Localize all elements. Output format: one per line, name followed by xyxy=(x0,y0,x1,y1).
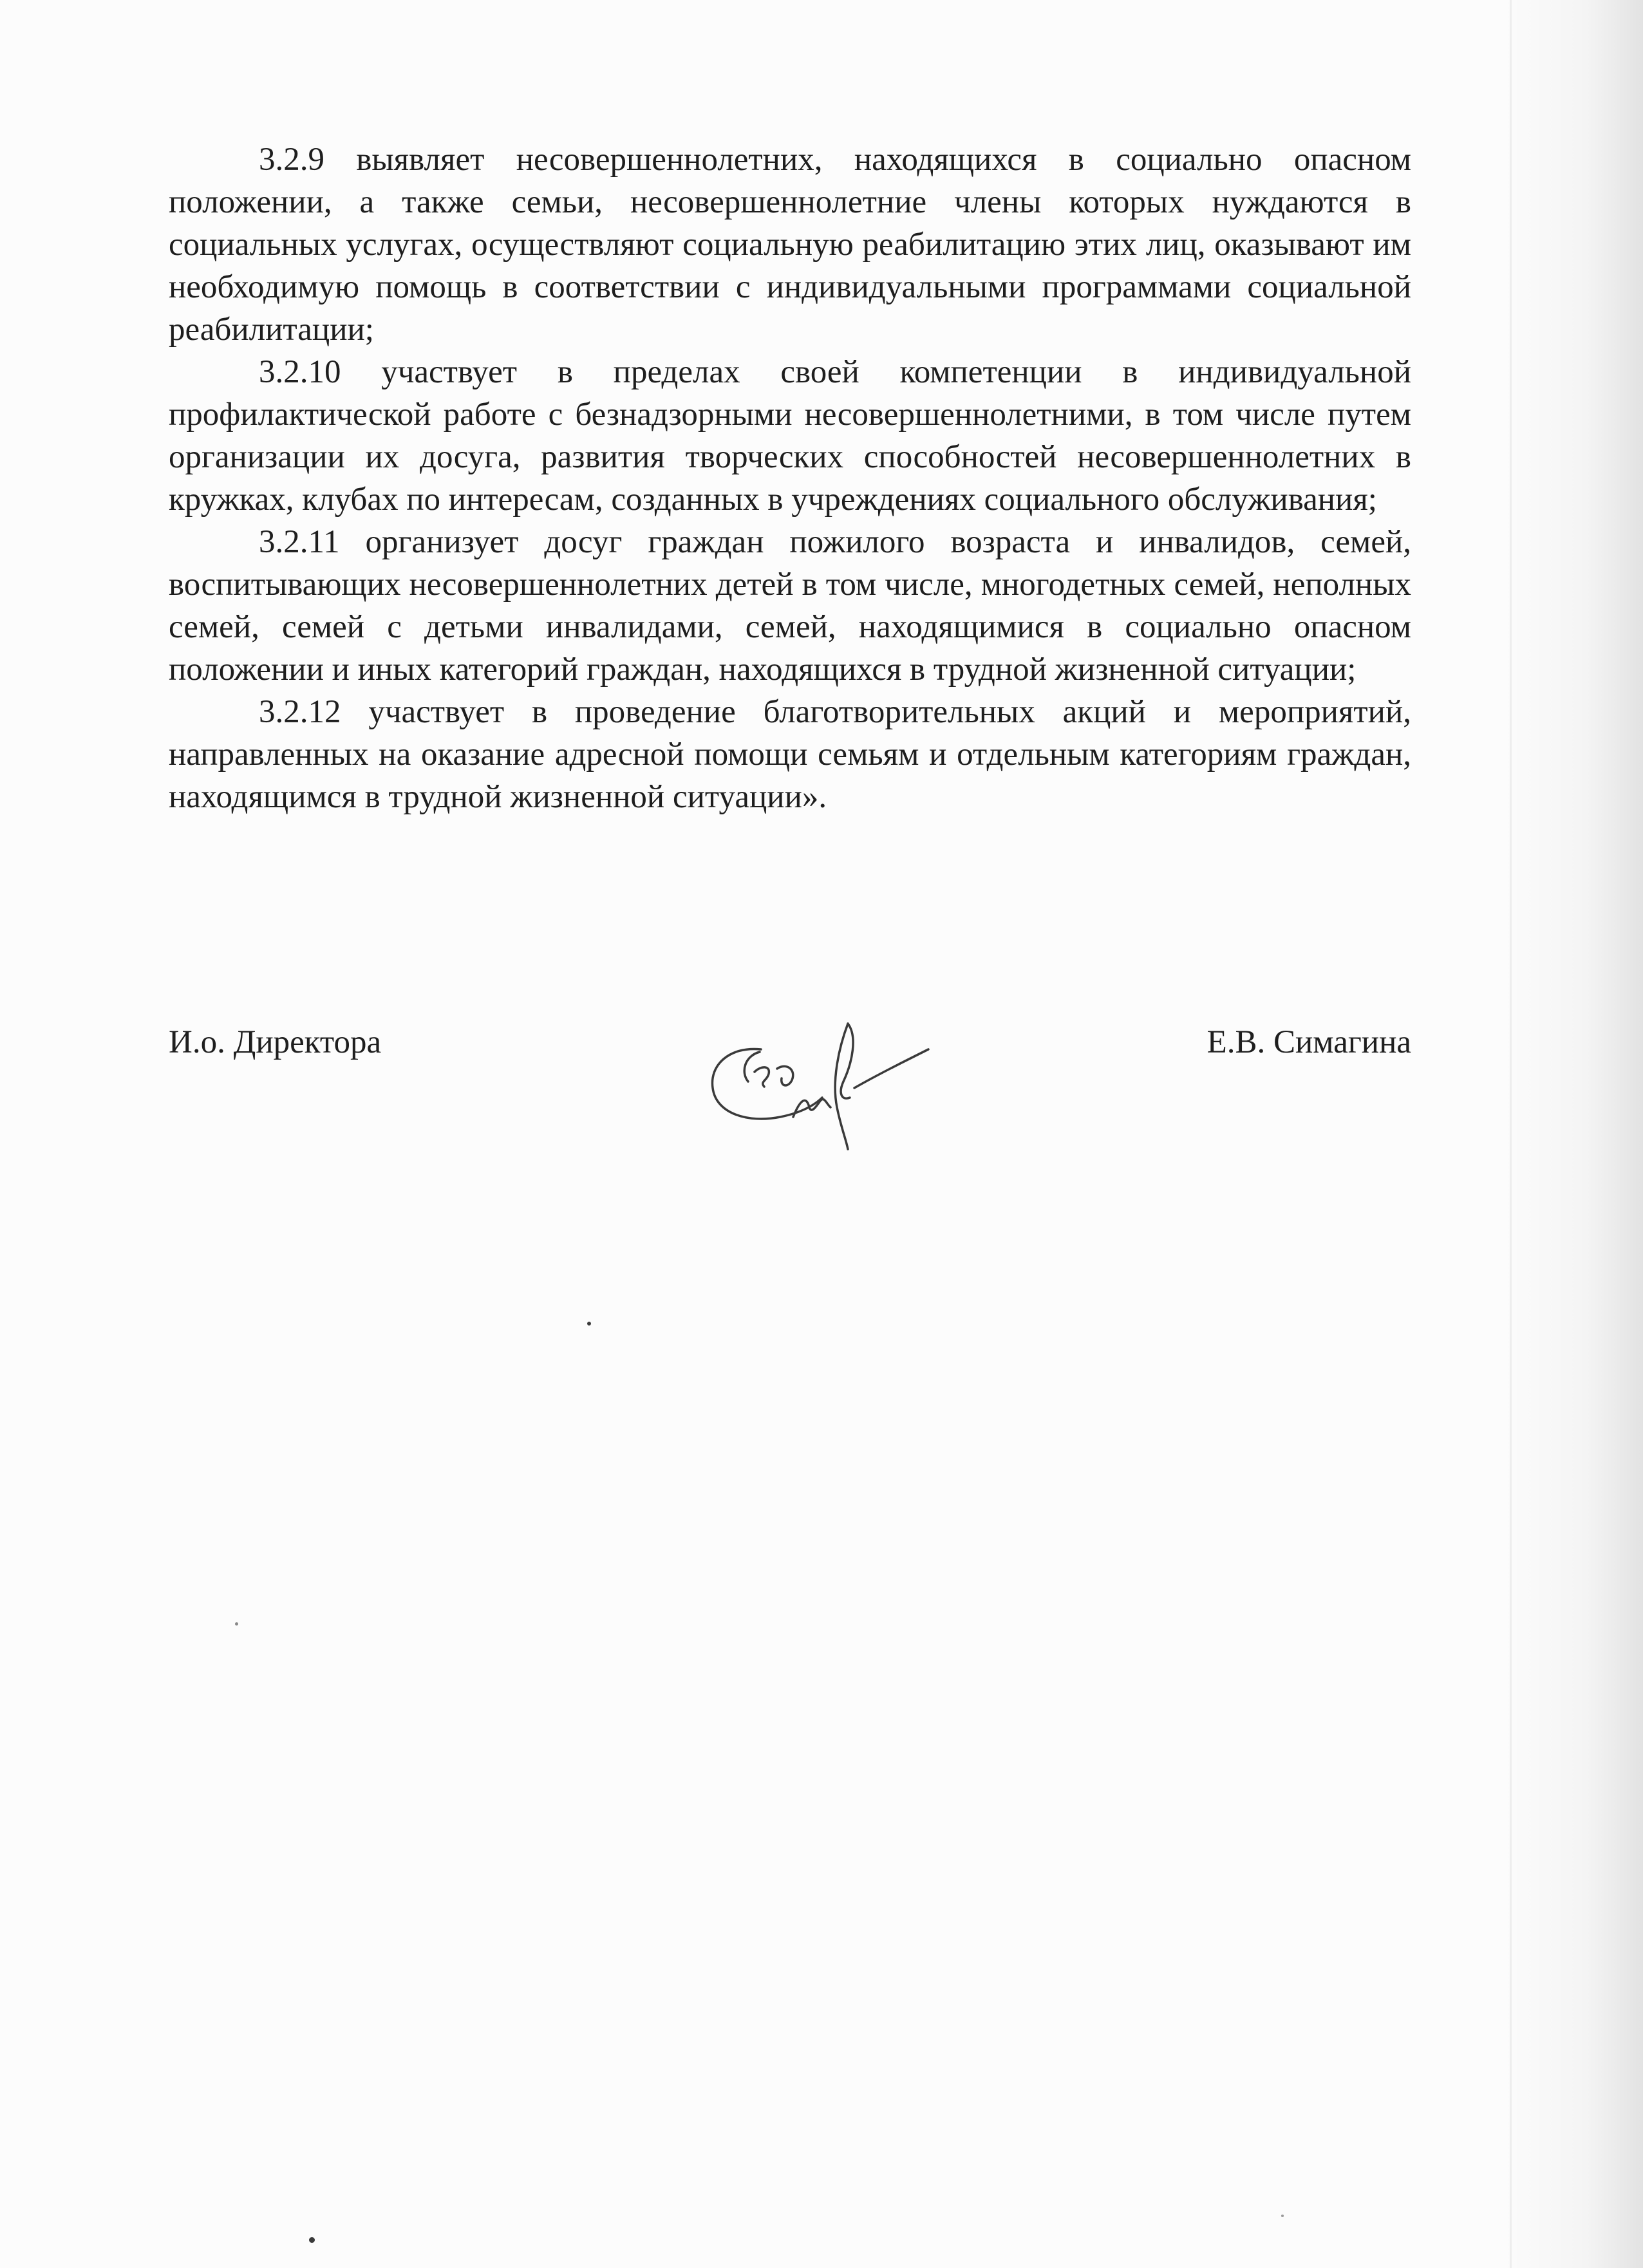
scan-speck xyxy=(587,1322,591,1326)
signatory-name: Е.В. Симагина xyxy=(1206,1024,1411,1060)
paragraph-3-2-11: 3.2.11 организует досуг граждан пожилого возраста и инвалидов, семей, воспитывающих несовершеннолетних детей в том числе, многодетных семей, неполных семей, семей с детьми инвалидами, семей, находящимися в социально опасном положении и иных категорий граждан, находящихся в трудной жизненной ситуации; xyxy=(169,524,1411,688)
paragraph-3-2-10: 3.2.10 участвует в пределах своей компетенции в индивидуальной профилактической работе с безнадзорными несовершеннолетними, в том числе путем организации их досуга, развития творческих способностей несовершеннолетних в кружках, клубах по интересам, созданных в учреждениях социального обслуживания; xyxy=(169,354,1411,518)
paragraph-3-2-12: 3.2.12 участвует в проведение благотворительных акций и мероприятий, направленных на оказание адресной помощи семьям и отдельным категориям граждан, находящимся в трудной жизненной ситуации». xyxy=(169,694,1411,815)
scan-speck xyxy=(235,1622,238,1626)
scan-speck xyxy=(1281,2215,1284,2217)
scan-edge-shadow xyxy=(1501,0,1643,2268)
paragraph-3-2-9: 3.2.9 выявляет несовершеннолетних, находящихся в социально опасном положении, а также семьи, несовершеннолетние члены которых нуждаются в социальных услугах, осуществляют социальную реабилитацию этих лиц, оказывают им необходимую помощь в соответствии с индивидуальными программами социальной реабилитации; xyxy=(169,142,1411,348)
handwritten-signature-icon xyxy=(684,1011,980,1159)
scan-speck xyxy=(309,2237,315,2243)
signature-block xyxy=(169,1011,1411,1159)
signatory-position: И.о. Директора xyxy=(169,1024,382,1060)
document-body xyxy=(169,138,1411,818)
scan-fold-line xyxy=(1510,0,1512,2268)
